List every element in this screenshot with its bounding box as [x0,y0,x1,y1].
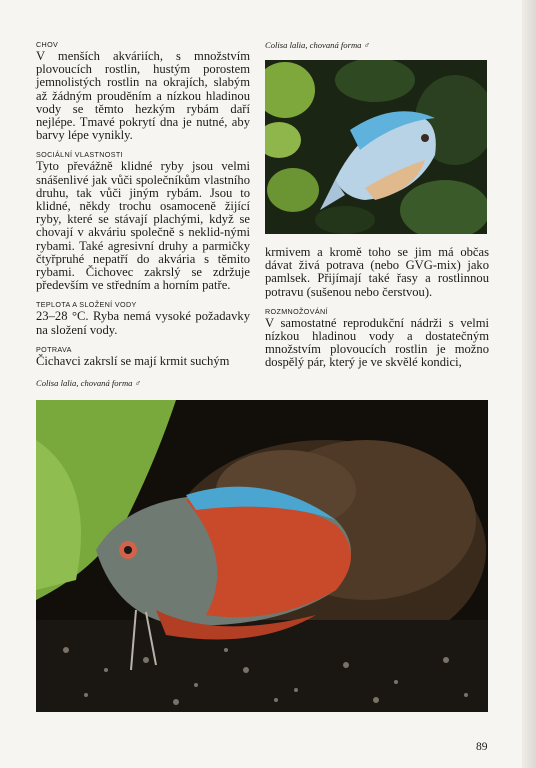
fish-photo-top [265,60,487,234]
section-text-social: Tyto převážně klidné ryby jsou velmi snášenlivé jak vůči společníkům vlastního druhu, tak vůči jiným rybám. Jsou to klidné, někdy trochu osamoceně žijící ryby, které se stávají plachými, když se chovají v akváriu společně s neklid-nými rybami. Také agresivní druhy a parmičky čtyřpruhé nepatří do akvária s těmito rybami. Čichovec zakrslý se zdržuje především ve středním a horním patře. [36,159,250,293]
section-heading-temperature: TEPLOTA A SLOŽENÍ VODY [36,300,137,310]
dwarf-gourami-blue-photo [265,60,487,234]
section-heading-social: SOCIÁLNÍ VLASTNOSTI [36,150,123,160]
right-text-column [265,246,489,378]
left-text-column [36,40,250,376]
section-heading-reproduction: ROZMNOŽOVÁNÍ [265,306,328,316]
dwarf-gourami-red-photo [36,400,488,712]
photo-caption-top: Colisa lalia, chovaná forma ♂ [265,40,371,50]
section-text-food: Čichavci zakrslí se mají krmit suchým [36,353,230,368]
section-text-reproduction: V samostatné reprodukční nádrži s velmi nízkou hladinou vody a dostatečným množstvím plovoucích rostlin je možno dospělý pár, který je ve skvělé kondici, [265,315,489,370]
section-text-temperature: 23–28 °C. Ryba nemá vysoké požadavky na složení vody. [36,309,250,337]
photo-caption-bottom: Colisa lalia, chovaná forma ♂ [36,378,142,388]
section-text-chov: V menších akváriích, s množstvím plovoucích rostlin, hustým porostem jemnolistých rostlin na okrajích, slabým až žádným prouděním a nízkou hladinou vody se těmto hezkým rybám daří nejlépe. Tmavé pokrytí dna je nutné, aby barvy lépe vynikly. [36,49,250,143]
section-heading-food: POTRAVA [36,344,72,354]
page-number: 89 [476,741,488,753]
section-heading-chov: CHOV [36,40,59,49]
fish-photo-bottom [36,400,488,712]
section-text-food-continued: krmivem a kromě toho se jim má občas dávat živá potrava (nebo GVG-mix) jako pamlsek. Přijímají také řasy a rostlinnou potravu (sušenou nebo čerstvou). [265,245,489,299]
page-spine-edge [522,0,536,768]
